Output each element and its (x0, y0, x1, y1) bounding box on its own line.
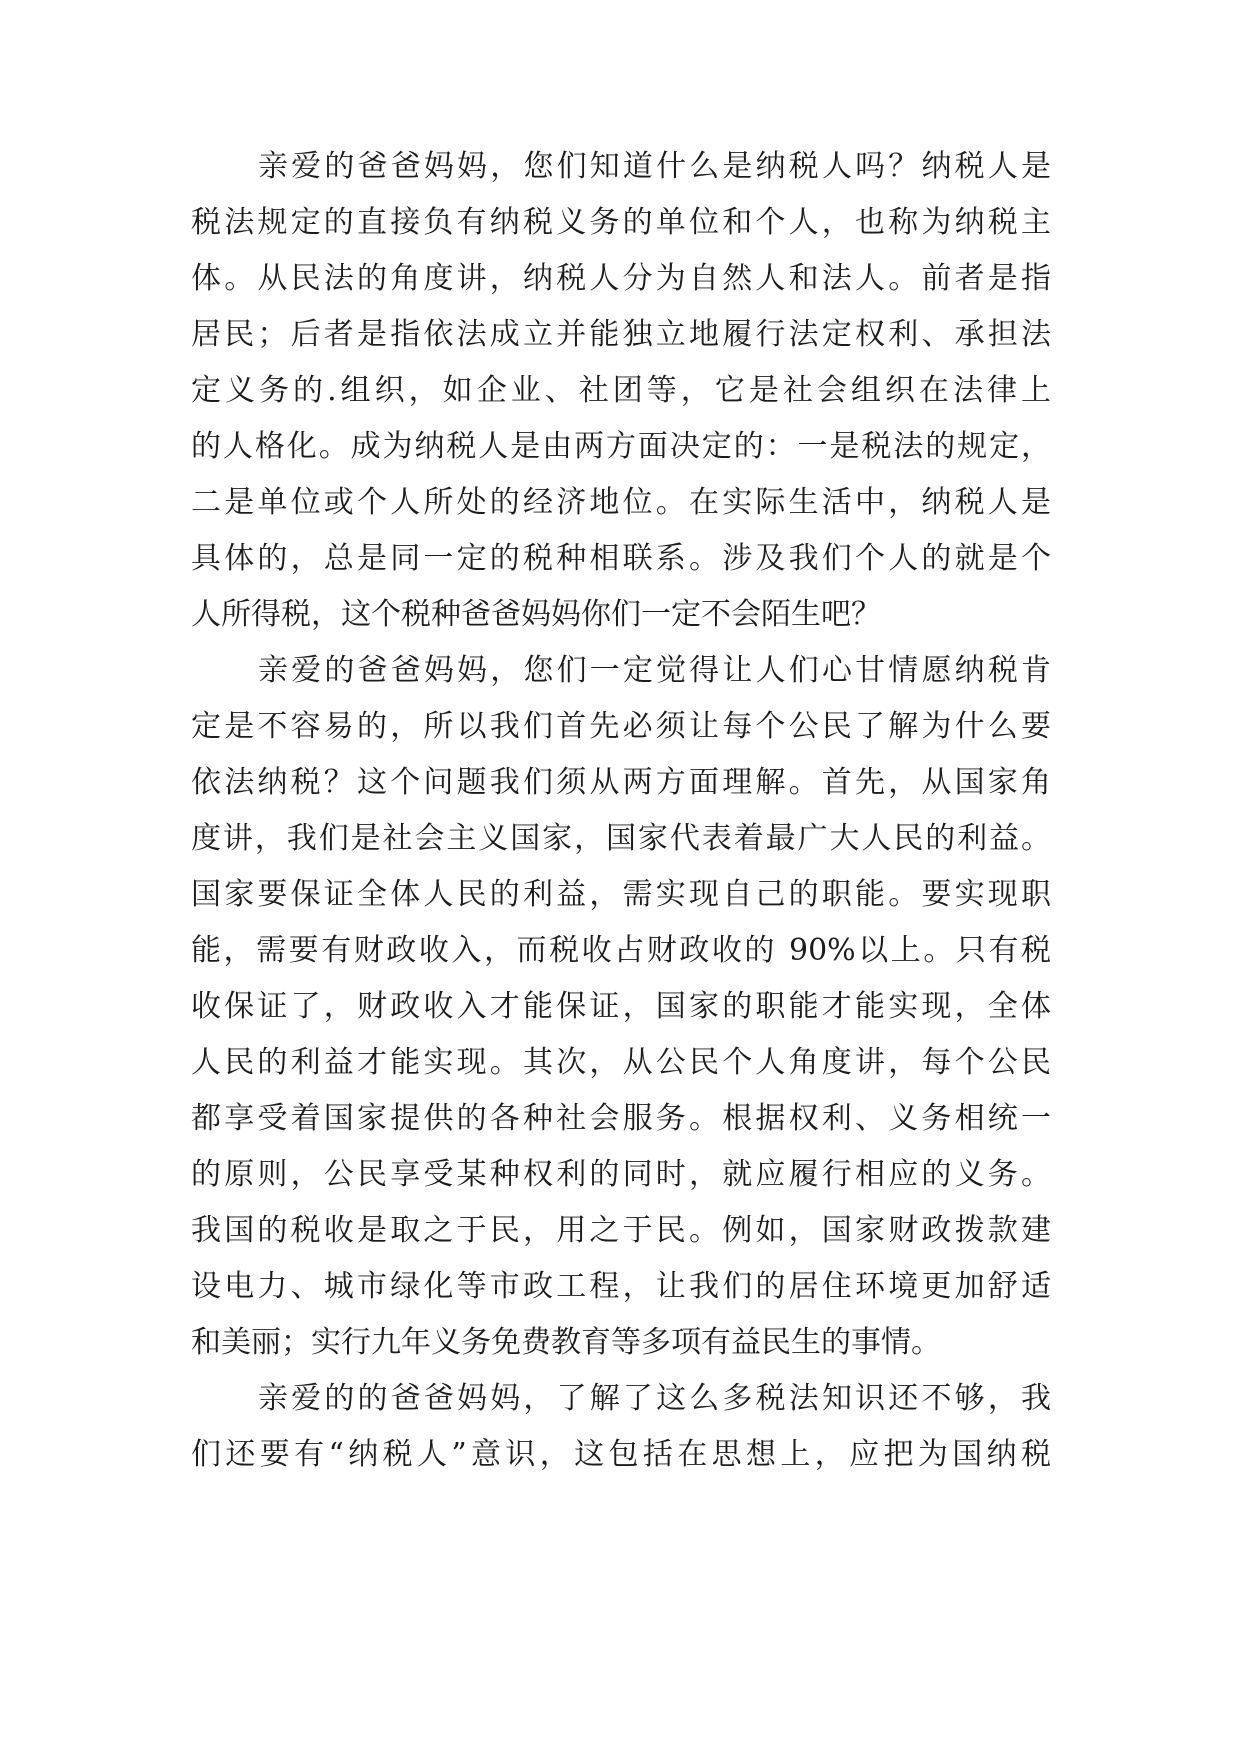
text-line: 国家要保证全体人民的利益，需实现自己的职能。要实现职 (191, 877, 1051, 912)
text-line: 体。从民法的角度讲，纳税人分为自然人和法人。前者是指 (191, 261, 1051, 296)
text-line: 的原则，公民享受某种权利的同时，就应履行相应的义务。 (191, 1157, 1051, 1192)
text-line: 能，需要有财政收入，而税收占财政收的 90%以上。只有税 (191, 933, 1051, 968)
text-line: 亲爱的爸爸妈妈，您们一定觉得让人们心甘情愿纳税肯 (258, 653, 1051, 688)
text-line: 们还要有“纳税人”意识，这包括在思想上，应把为国纳税 (191, 1437, 1051, 1472)
text-line: 二是单位或个人所处的经济地位。在实际生活中，纳税人是 (191, 485, 1051, 520)
text-line: 具体的，总是同一定的税种相联系。涉及我们个人的就是个 (191, 541, 1051, 576)
text-line: 我国的税收是取之于民，用之于民。例如，国家财政拨款建 (191, 1213, 1051, 1248)
text-line: 人民的利益才能实现。其次，从公民个人角度讲，每个公民 (191, 1045, 1051, 1080)
text-line: 人所得税，这个税种爸爸妈妈你们一定不会陌生吧？ (191, 597, 881, 632)
text-line: 的人格化。成为纳税人是由两方面决定的：一是税法的规定， (191, 429, 1051, 464)
text-line: 依法纳税？这个问题我们须从两方面理解。首先，从国家角 (191, 765, 1051, 800)
text-line: 和美丽；实行九年义务免费教育等多项有益民生的事情。 (191, 1325, 941, 1360)
text-line: 税法规定的直接负有纳税义务的单位和个人，也称为纳税主 (191, 205, 1051, 240)
text-line: 度讲，我们是社会主义国家，国家代表着最广大人民的利益。 (191, 821, 1051, 856)
text-line: 设电力、城市绿化等市政工程，让我们的居住环境更加舒适 (191, 1269, 1051, 1304)
text-line: 亲爱的爸爸妈妈，您们知道什么是纳税人吗？纳税人是 (258, 149, 1051, 184)
text-line: 定义务的.组织，如企业、社团等，它是社会组织在法律上 (191, 373, 1051, 408)
text-line: 亲爱的的爸爸妈妈，了解了这么多税法知识还不够，我 (258, 1381, 1051, 1416)
text-line: 定是不容易的，所以我们首先必须让每个公民了解为什么要 (191, 709, 1051, 744)
text-line: 居民；后者是指依法成立并能独立地履行法定权利、承担法 (191, 317, 1051, 352)
text-line: 收保证了，财政收入才能保证，国家的职能才能实现，全体 (191, 989, 1051, 1024)
text-line: 都享受着国家提供的各种社会服务。根据权利、义务相统一 (191, 1101, 1051, 1136)
